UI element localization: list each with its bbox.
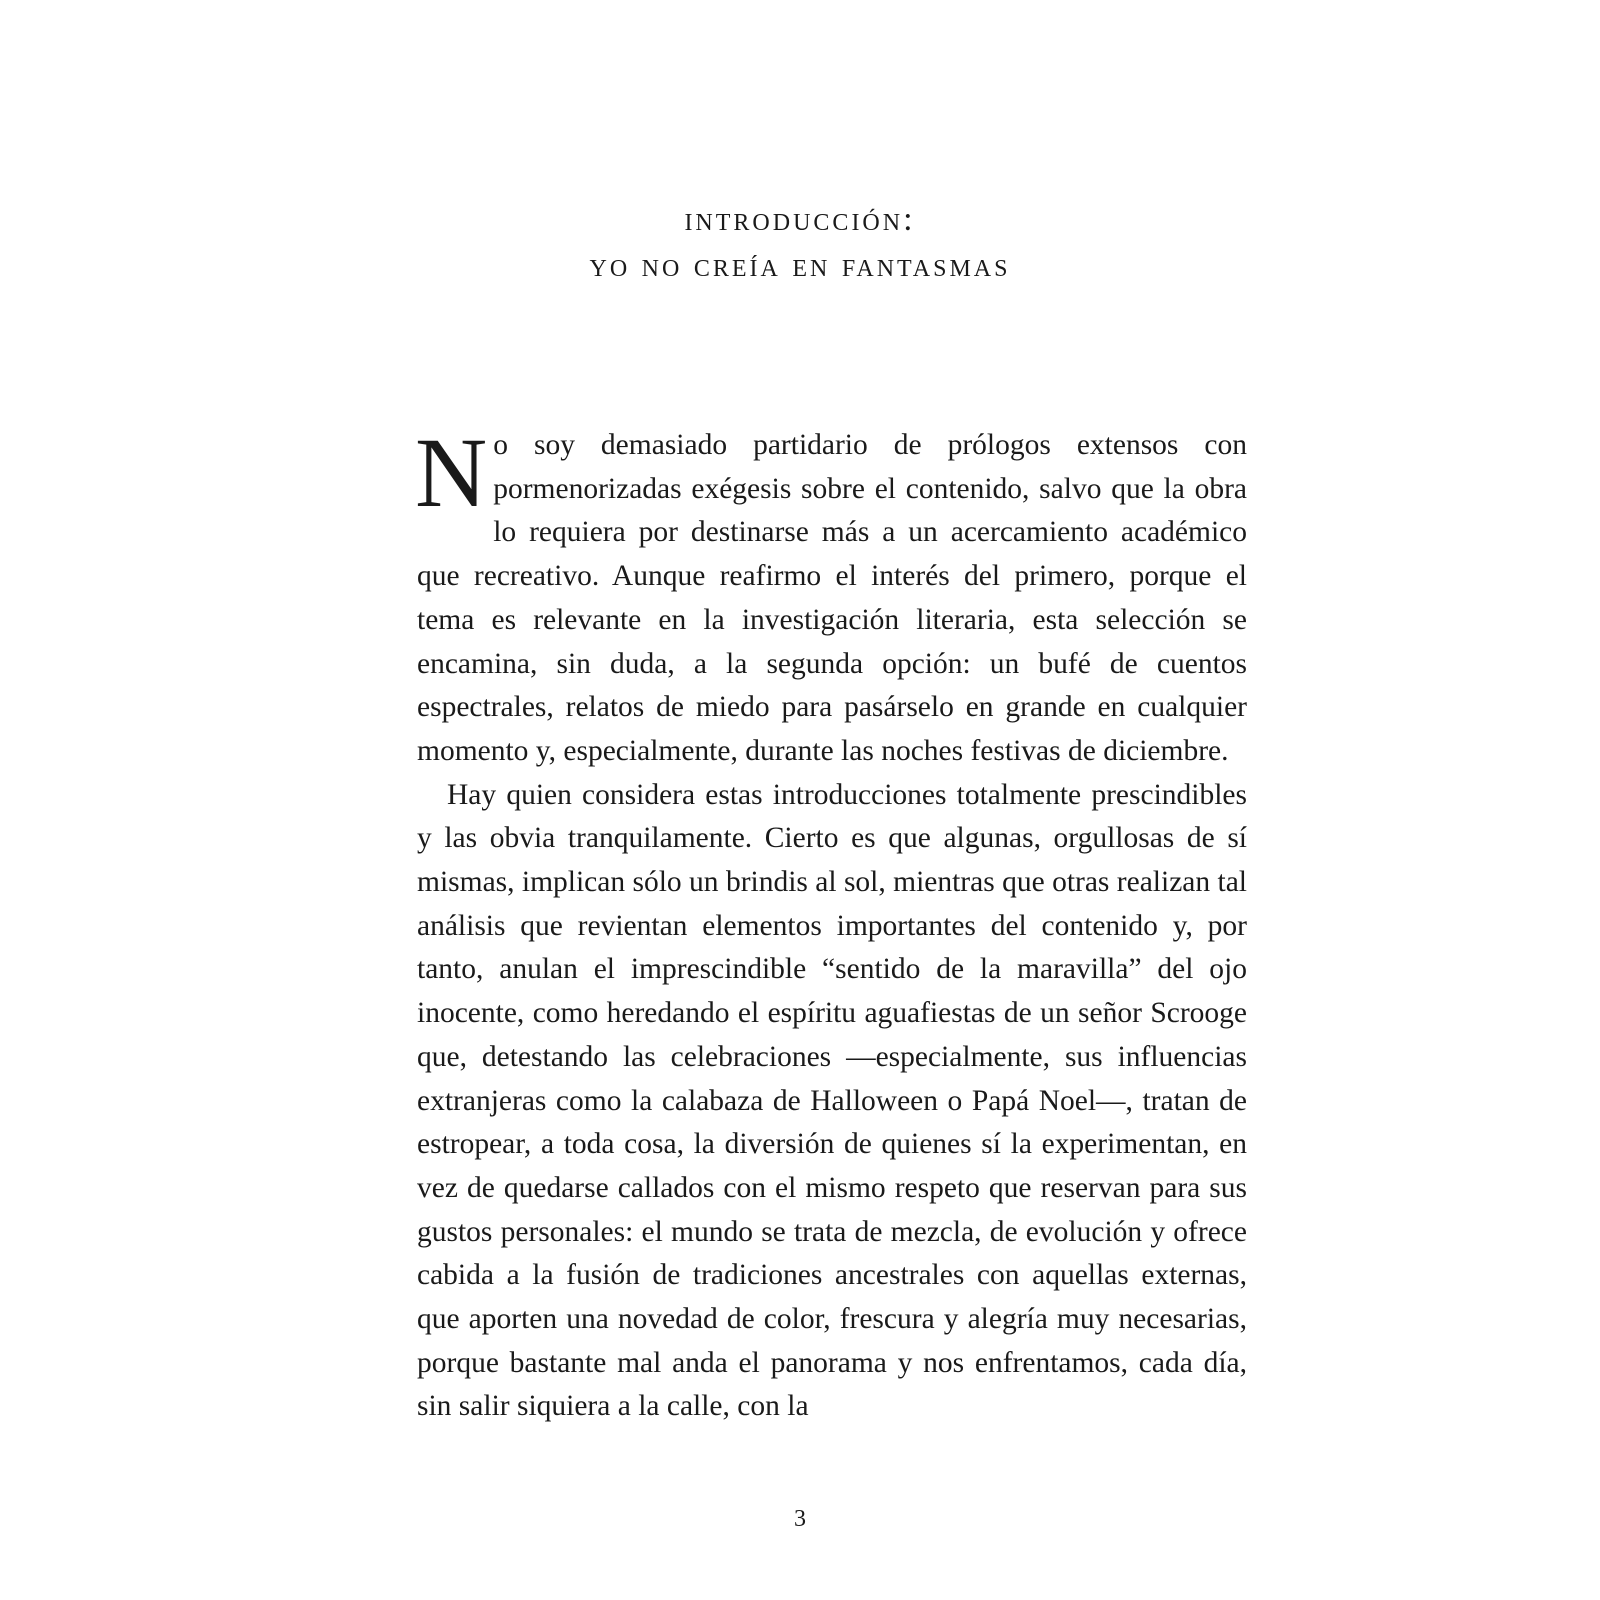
page-number: 3 bbox=[794, 1506, 806, 1532]
body-text bbox=[415, 417, 1247, 1429]
paragraph-1-text: o soy demasiado partidario de prólogos extensos con pormenorizadas exégesis sobre el contenido, salvo que la obra lo requiera por destinarse más a un acercamiento académico que recreativo. Aunque reafirmo el interés del primero, porque el tema es relevante en la investigación literaria, esta selección se encamina, sin duda, a la segunda opción: un bufé de cuentos espectrales, relatos de miedo para pasárselo en grande en cualquier momento y, especialmente, durante las noches festivas de diciembre. bbox=[417, 429, 1247, 767]
chapter-title-line-2: yo no creía en fantasmas bbox=[589, 247, 1011, 284]
drop-cap: N bbox=[415, 417, 488, 528]
chapter-title-line-1: introducción: bbox=[684, 201, 916, 238]
paragraph-1 bbox=[415, 417, 1247, 774]
paragraph-2: Hay quien considera estas introducciones totalmente prescindibles y las obvia tranquilamente. Cierto es que algunas, orgullosas de sí mismas, implican sólo un brindis al sol, mientras que otras realizan tal análisis que revientan elementos importantes del contenido y, por tanto, anulan el imprescindible “sentido de la maravilla” del ojo inocente, como heredando el espíritu aguafiestas de un señor Scrooge que, detestando las celebraciones —especialmente, sus influencias extranjeras como la calabaza de Halloween o Papá Noel—, tratan de estropear, a toda cosa, la diversión de quienes sí la experimentan, en vez de quedarse callados con el mismo respeto que reservan para sus gustos personales: el mundo se trata de mezcla, de evolución y ofrece cabida a la fusión de tradiciones ancestrales con aquellas externas, que aporten una novedad de color, frescura y alegría muy necesarias, porque bastante mal anda el panorama y nos enfrentamos, cada día, sin salir siquiera a la calle, con la bbox=[417, 778, 1247, 1423]
